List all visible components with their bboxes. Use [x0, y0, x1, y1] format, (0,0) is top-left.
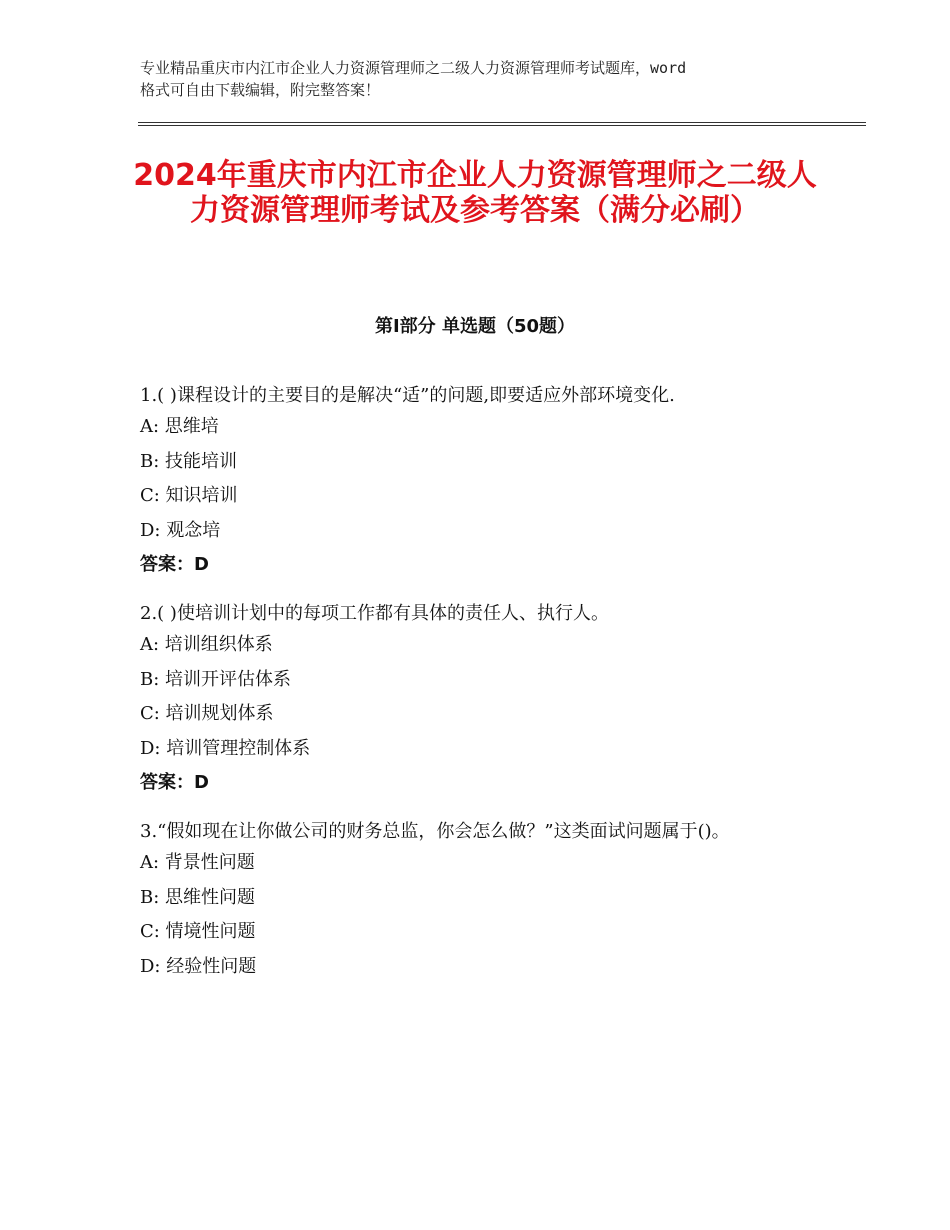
option-b: B: 技能培训 [140, 450, 238, 472]
option-b: B: 思维性问题 [140, 886, 256, 908]
header-note [140, 57, 820, 101]
question-2 [140, 599, 820, 795]
answer-label: 答案：D [140, 772, 209, 793]
option-a: A: 培训组织体系 [140, 634, 273, 655]
answer-label: 答案：D [140, 554, 209, 575]
option-c: C: 培训规划体系 [140, 703, 274, 724]
header-note-line-1: 专业精品重庆市内江市企业人力资源管理师之二级人力资源管理师考试题库，word [140, 59, 687, 77]
option-d: D: 经验性问题 [140, 955, 257, 977]
option-d: D: 观念培 [140, 519, 221, 541]
question-stem: 2.( )使培训计划中的每项工作都有具体的责任人、执行人。 [140, 603, 609, 624]
option-b: B: 培训开评估体系 [140, 668, 292, 690]
document-title: 2024年重庆市内江市企业人力资源管理师之二级人力资源管理师考试及参考答案（满分必刷） [133, 158, 817, 228]
header-divider-top [138, 122, 866, 123]
question-stem: 3.“假如现在让你做公司的财务总监，你会怎么做？”这类面试问题属于()。 [140, 821, 730, 842]
option-c: C: 知识培训 [140, 485, 238, 506]
question-stem: 1.( )课程设计的主要目的是解决“适”的问题,即要适应外部环境变化. [140, 385, 675, 406]
option-c: C: 情境性问题 [140, 921, 256, 942]
option-d: D: 培训管理控制体系 [140, 737, 311, 759]
section-heading: 第Ⅰ部分 单选题（50题） [374, 316, 575, 337]
question-3 [140, 817, 820, 979]
question-list [140, 381, 820, 1001]
question-1 [140, 381, 820, 577]
header-note-line-2: 格式可自由下载编辑，附完整答案！ [140, 81, 381, 99]
option-a: A: 背景性问题 [140, 852, 255, 873]
header-divider-bottom [138, 125, 866, 126]
option-a: A: 思维培 [140, 416, 219, 437]
